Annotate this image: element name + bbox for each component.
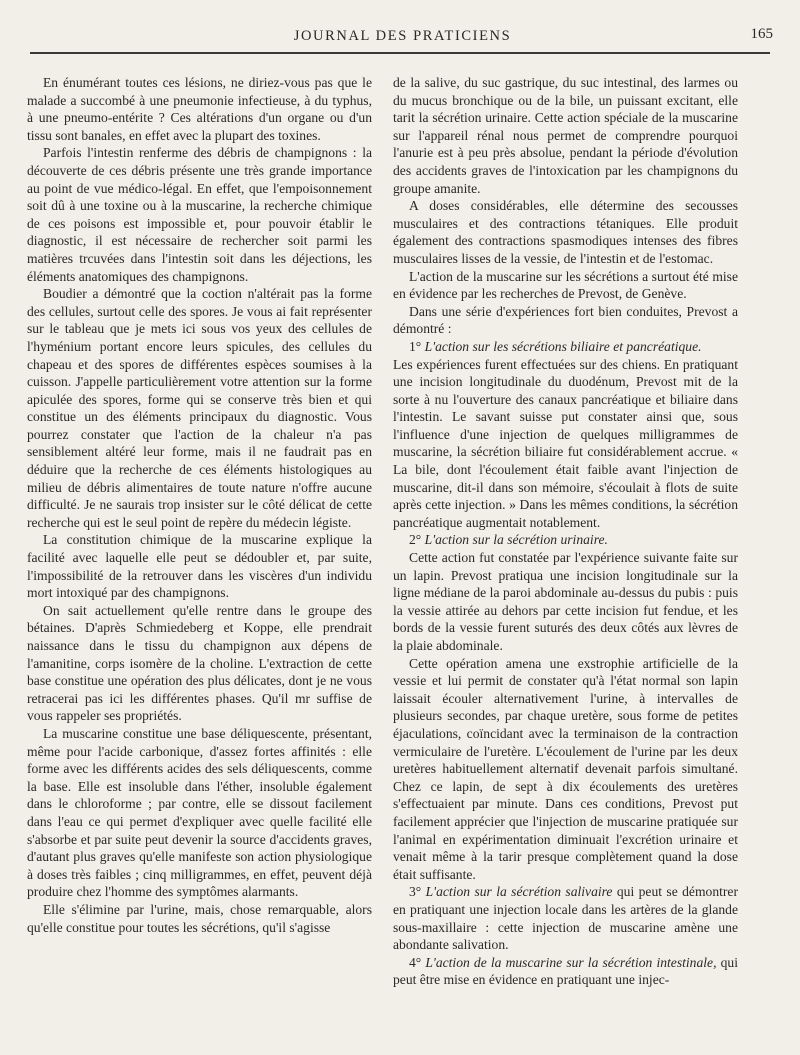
left-column [27,74,372,936]
section-number: 4° [409,954,422,970]
section-number: 1° [409,338,422,354]
page-header [30,22,775,46]
paragraph: Dans une série d'expériences fort bien conduites, Prevost a démontré : [393,303,738,337]
right-column [393,74,738,989]
paragraph: Les expériences furent effectuées sur des chiens. En pratiquant une incision longitudinale du duodénum, Prevost mit de la sorte à nu l'ouverture des canaux pancréatique et biliaire dans l'intestin. Le savant suisse put constater ainsi que, sous l'influence d'une injection de quelques milligrammes de muscarine, la sécrétion biliaire fut considérablement accrue. « La bile, dont l'écoulement était faible avant l'injection de muscarine, dit-il dans son mémoire, s'écoulait à flots de suite après cette injection. » Dans les mêmes conditions, la sécrétion pancréatique augmentait notablement. [393,356,738,530]
section-heading-1 [393,338,738,356]
paragraph: La muscarine constitue une base déliquescente, présentant, même pour l'acide carbonique, d'assez fortes affinités : elle forme avec les différents acides des sels déliquescents, comme la base. Elle est insoluble dans l'éther, insoluble également dans le chloroforme ; par contre, elle se dissout facilement dans l'eau ce qui permet d'expliquer avec quelle facilité elle s'absorbe et par suite peut devenir la source d'accidents graves, d'autant plus graves qu'elle manifeste son action physiologique à doses très faibles ; cinq milligrammes, en effet, peuvent déjà produire chez l'homme des symptômes alarmants. [27,725,372,900]
paragraph: de la salive, du suc gastrique, du suc intestinal, des larmes ou du mucus bronchique ou de la bile, un puissant excitant, elle tarit la sécrétion urinaire. Cette action spéciale de la muscarine sur l'appareil rénal nous permet de comprendre pourquoi l'anurie est à peu près absolue, pendant la période d'évolution des accidents graves de l'intoxication par les champignons du groupe amanite. [393,75,738,196]
section-text: qui peut se démontrer en pratiquant une injection locale dans les artères de la glande sous-maxillaire : cette injection de muscarine amène une abondante salivation. [393,884,738,953]
section-title: L'action sur les sécrétions biliaire et pancréatique. [424,338,702,354]
section-heading-3 [393,883,738,953]
section-title: L'action sur la sécrétion salivaire [425,884,613,900]
section-number: 3° [409,884,422,900]
paragraph: Cette opération amena une exstrophie artificielle de la vessie et lui permit de constater qu'à l'état normal son lapin laissait écouler alternativement l'urine, à intervalles de plusieurs secondes, par chaque uretère, sous forme de petites éjaculations, coïncidant avec la terminaison de la contraction vermiculaire de l'uretère. L'écoulement de l'urine par les deux uretères habituellement alternatif devenait parfois simultané. Chez ce lapin, de sept à dix écoulements des uretères s'effectuaient par minute. Dans ces conditions, Prevost put facilement apprécier que l'injection de muscarine pratiquée sur l'animal en expérimentation diminuait l'excrétion urinaire et venait même à la tarir presque complètement quand la dose était suffisante. [393,655,738,882]
paragraph: Parfois l'intestin renferme des débris de champignons : la découverte de ces débris présente une très grande importance au point de vue médico-légal. En effet, que l'empoisonnement soit dû à une toxine ou à la muscarine, la recherche chimique de ces poisons est impossible et, pour pouvoir établir le diagnostic, il est nécessaire de rechercher soit parmi les matières trcuvées dans l'intestin soit dans les déjections, les éléments anatomiques des champignons. [27,145,372,284]
page-number: 165 [750,26,773,42]
paragraph: Cette action fut constatée par l'expérience suivante faite sur un lapin. Prevost pratiqua une incision longitudinale sur la ligne médiane de la paroi abdominale au-dessus du pubis : puis la vessie attirée au dehors par cette incision fut fendue, et les bords de la vessie furent suturés des deux côtés aux lèvres de la plaie abdominale. [393,550,738,653]
section-title: L'action de la muscarine sur la sécrétion intestinale, [425,954,717,970]
paragraph: La constitution chimique de la muscarine explique la facilité avec laquelle elle peut se dédoubler et, par suite, l'impossibilité de la retrouver dans les viscères d'un individu mort intoxiqué par des champignons. [27,532,372,601]
paragraph: A doses considérables, elle détermine des secousses musculaires et des contractions tétaniques. Elle produit également des contractions spasmodiques intenses des fibres musculaires lisses de la vessie, de l'intestin et de l'estomac. [393,198,738,266]
section-heading-4 [393,954,738,989]
paragraph: Elle s'élimine par l'urine, mais, chose remarquable, alors qu'elle constitue pour toutes les sécrétions, qu'il s'agisse [27,901,372,935]
paragraph: Boudier a démontré que la coction n'altérait pas la forme des cellules, surtout celle des spores. Je vous ai fait représenter sur le tableau que je mets ici sous vos yeux des cellules de l'hyménium portant encore leurs spicules, des cellules du chapeau et des spores de différentes espèces soumises à la cuisson. J'appelle particulièrement votre attention sur la forme apiculée des spores, forme qui se conserve très bien et qui constitue un des éléments principaux du diagnostic. Vous pourrez constater que l'action de la chaleur n'a pas sensiblement altéré leur forme, mais il ne faudrait pas en déduire que la recherche de ces éléments histologiques au milieu de débris alimentaires de toute nature n'offre aucune difficulté. Je ne saurais trop insister sur le côté délicat de cette recherche qui est le seul point de repère du médecin légiste. [27,286,372,530]
section-title: L'action sur la sécrétion urinaire. [424,532,608,548]
section-heading-2 [393,531,738,549]
section-number: 2° [409,532,422,548]
paragraph: L'action de la muscarine sur les sécrétions a surtout été mise en évidence par les recherches de Prevost, de Genève. [393,268,738,302]
paragraph: En énumérant toutes ces lésions, ne diriez-vous pas que le malade a succombé à une pneumonie infectieuse, à du typhus, à une pneumo-entérite ? Ces altérations d'un organe ou d'un tissu sont banales, en effet avec la plupart des toxines. [27,75,372,143]
running-title: JOURNAL DES PRATICIENS [293,28,512,44]
header-rule [30,52,770,54]
paragraph: On sait actuellement qu'elle rentre dans le groupe des bétaines. D'après Schmiedeberg et Koppe, elle prendrait naissance dans le tissu du champignon aux dépens de l'amanitine, corps isomère de la choline. L'extraction de cette base constitue une opération des plus délicates, dont je ne vous retracerai pas ici les différentes phases. Qu'il mr suffise de vous rappeler ses propriétés. [27,602,372,724]
section-text: qui peut être mise en évidence en pratiquant une injec- [393,954,738,988]
